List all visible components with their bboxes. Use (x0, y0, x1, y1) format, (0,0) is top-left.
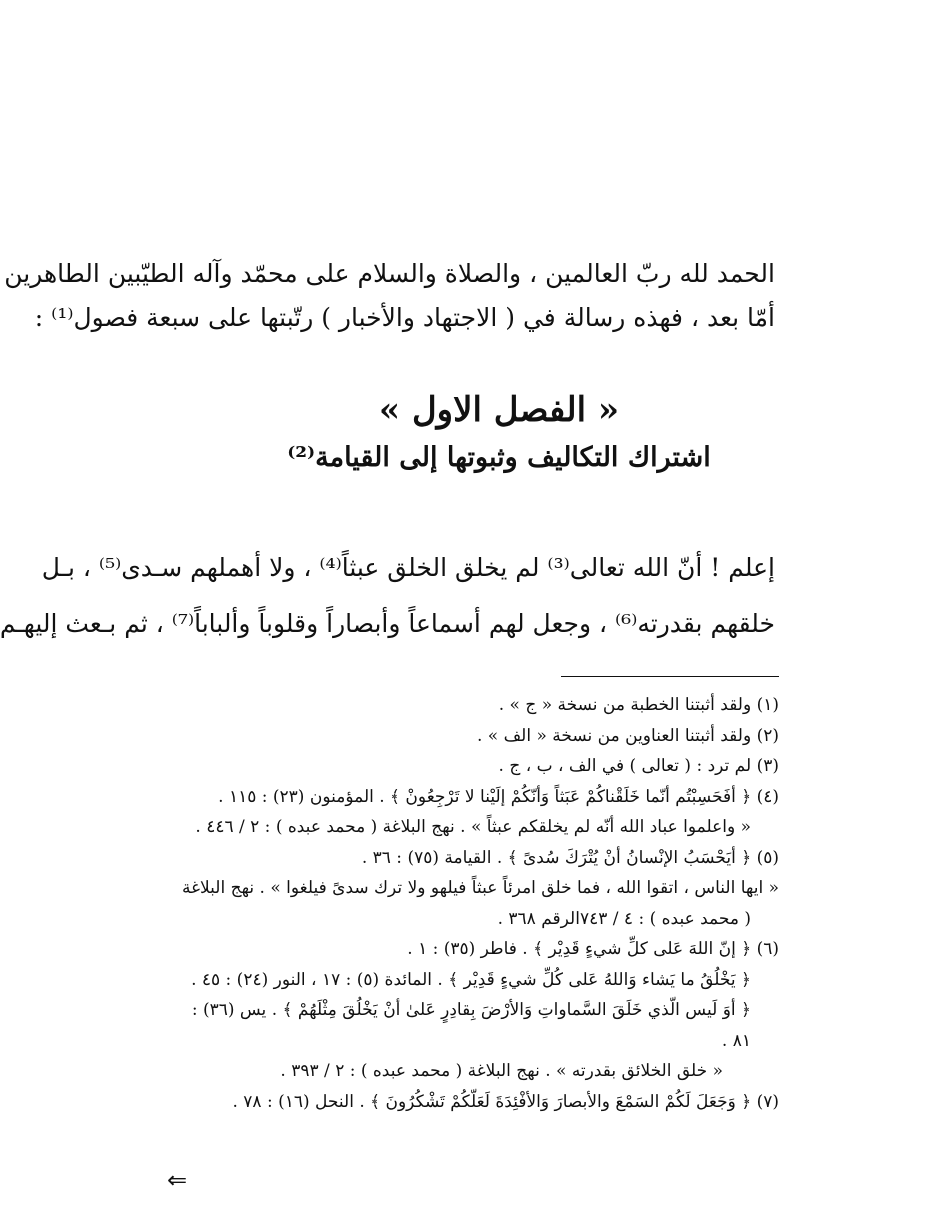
chapter-title: « الفصل الاول » (378, 390, 620, 430)
chapter-heading (73, 388, 925, 478)
footnote: ٨١ . (721, 1030, 751, 1051)
footnote: (٦) ﴿ إنّ اللهَ عَلى كلِّ شيءٍ قَدِيْر ﴾ . فاطر (٣٥) : ١ . (407, 939, 779, 959)
intro-paragraph (4, 252, 775, 340)
intro-line-2: أمّا بعد ، فهذه رسالة في ( الاجتهاد والأخبار ) رتّبتها على سبعة فصول⁽¹⁾ : (34, 303, 775, 332)
footnote: ( محمد عبده ) : ٤ / ٧٤٣الرقم ٣٦٨ . (497, 908, 751, 929)
footnote: (٢) ولقد أثبتنا العناوين من نسخة « الف » . (476, 725, 779, 746)
footnote: (١) ولقد أثبتنا الخطبة من نسخة « ج » . (498, 695, 779, 715)
body-paragraph (0, 540, 775, 652)
footnote: « خلق الخلائق بقدرته » . نهج البلاغة ( محمد عبده ) : ٢ / ٣٩٣ . (280, 1061, 723, 1081)
intro-line-1: الحمد لله ربّ العالمين ، والصلاة والسلام على محمّد وآله الطيّبين الطاهرين (4, 259, 775, 288)
footnote: (٥) ﴿ أيَحْسَبُ الإنْسانُ أنْ يُتْرَكَ سُدىً ﴾ . القيامة (٧٥) : ٣٦ . (361, 847, 779, 868)
body-line-2: خلقهم بقدرته⁽⁶⁾ ، وجعل لهم أسماعاً وأبصاراً وقلوباً وألباباً⁽⁷⁾ ، ثم بـعث إليهـم (0, 609, 775, 638)
footnote-separator (561, 676, 779, 677)
body-line-1: إعلم ! أنّ الله تعالى⁽³⁾ لم يخلق الخلق عبثاً⁽⁴⁾ ، ولا أهملهم سـدى⁽⁵⁾ ، بـل (41, 553, 775, 582)
footnote: ﴿ يَخْلُقُ ما يَشاء وَاللهُ عَلى كُلِّ شيءٍ قَدِيْر ﴾ . المائدة (٥) : ١٧ ، النور (٢٤) : ٤٥ . (191, 969, 751, 990)
footnote: ﴿ أوَ لَيس الّذي خَلَقَ السَّماواتِ وَالأرْضَ بِقادِرٍ عَلىٰ أنْ يَخْلُقَ مِثْلَهُمْ ﴾ . يس (٣٦) : (191, 1000, 751, 1020)
footnote: « واعلموا عباد الله أنّه لم يخلقكم عبثاً » . نهج البلاغة ( محمد عبده ) : ٢ / ٤٤٦ . (195, 817, 751, 837)
footnote: « ايها الناس ، اتقوا الله ، فما خلق امرئاً عبثاً فيلهو ولا ترك سدىً فيلغوا » . نهج البلاغة (182, 878, 779, 898)
footnotes (163, 690, 779, 1117)
footnote: (٣) لم ترد : ( تعالى ) في الف ، ب ، ج . (498, 756, 779, 776)
footnote: (٤) ﴿ أفَحَسِبْتُم أنّما خَلَقْناكُمْ عَبَثاً وَأنّكُمْ إلَيْنا لا تَرْجِعُونْ ﴾ . المؤمنون (٢٣) : ١١٥ . (218, 786, 779, 807)
footnote: (٧) ﴿ وَجَعَلَ لَكُمْ السَمْعَ والأبصارَ وَالأفْئِدَةَ لَعَلّكُمْ تَشْكُرُونَ ﴾ . النحل (١٦) : ٧٨ . (232, 1091, 779, 1112)
continuation-arrow-icon: ⇐ (167, 1166, 188, 1194)
chapter-subtitle: اشتراك التكاليف وثبوتها إلى القيامة⁽²⁾ (287, 442, 711, 473)
